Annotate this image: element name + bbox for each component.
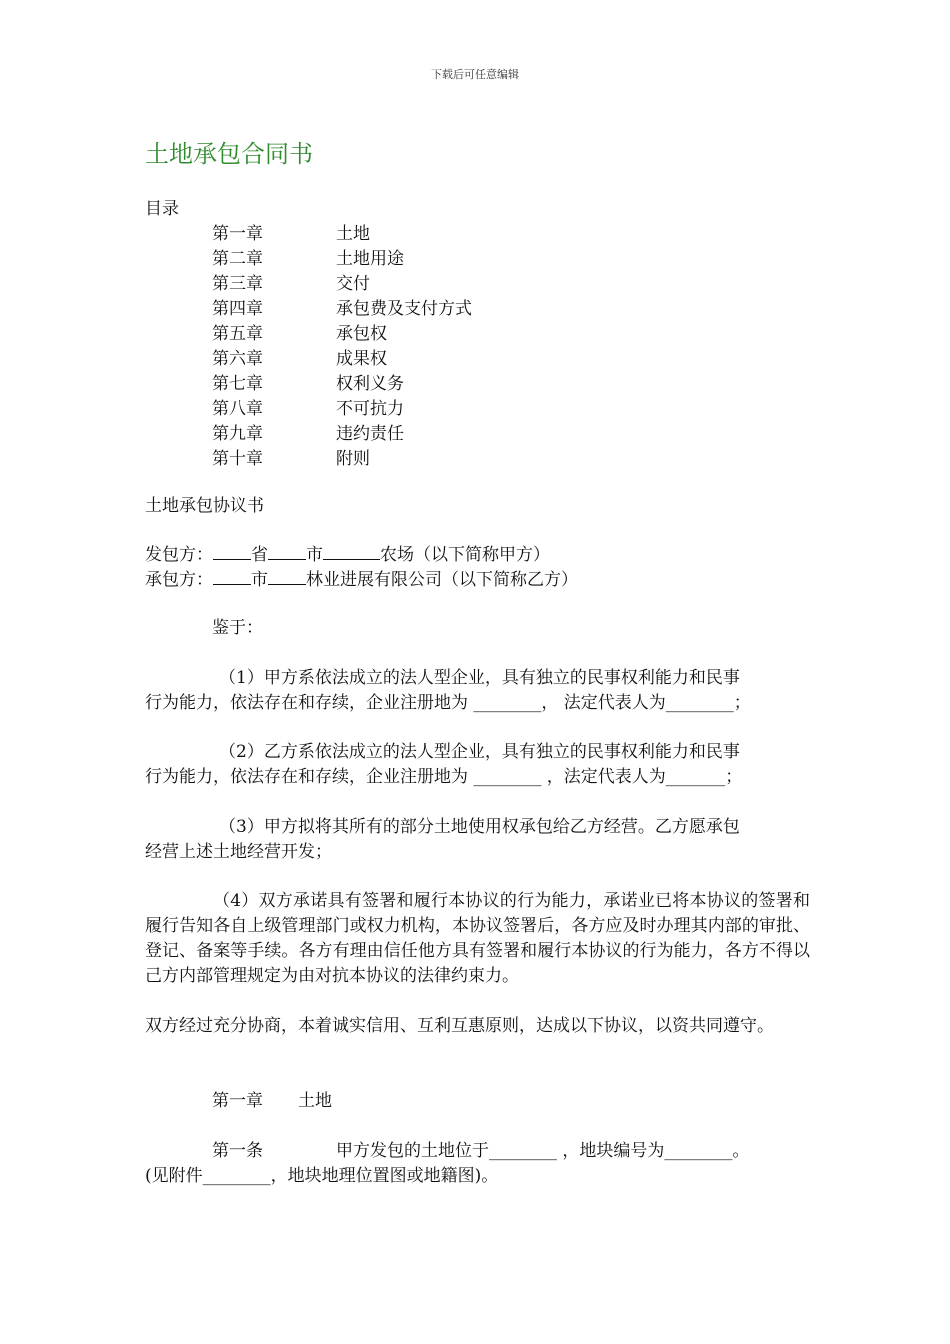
article-1-text: 甲方发包的土地位于________ ，地块编号为________。	[336, 1141, 750, 1161]
clause-2-line-2: 行为能力，依法存在和存续，企业注册地为 ________ ，法定代表人为_______；	[145, 767, 743, 787]
header-note: 下载后可任意编辑	[431, 68, 519, 81]
party-b-label: 承包方：	[145, 570, 213, 590]
article-1-line-1	[212, 1139, 749, 1164]
toc-name: 权利义务	[336, 374, 404, 394]
clause-3-line-2: 经营上述土地经营开发；	[145, 842, 332, 862]
toc-item	[212, 397, 404, 422]
whereas-heading: 鉴于：	[212, 618, 263, 638]
party-b-city: 市	[251, 570, 268, 590]
toc-name: 承包费及支付方式	[336, 299, 472, 319]
toc-chapter: 第一章	[212, 224, 263, 244]
document-title: 土地承包合同书	[145, 140, 313, 168]
toc-chapter: 第十章	[212, 449, 263, 469]
party-a-city: 市	[306, 545, 323, 565]
party-b-company: 林业进展有限公司（以下简称乙方）	[306, 570, 578, 590]
toc-chapter: 第九章	[212, 424, 263, 444]
toc-name: 土地	[336, 224, 370, 244]
toc-name: 交付	[336, 274, 370, 294]
toc-heading: 目录	[145, 199, 179, 219]
clause-1-line-1: （1）甲方系依法成立的法人型企业，具有独立的民事权利能力和民事	[219, 668, 740, 688]
blank-field[interactable]	[268, 566, 306, 585]
toc-item	[212, 347, 387, 372]
toc-chapter: 第三章	[212, 274, 263, 294]
toc-chapter: 第八章	[212, 399, 263, 419]
toc-item	[212, 422, 404, 447]
toc-name: 成果权	[336, 349, 387, 369]
article-1-label: 第一条	[212, 1141, 263, 1161]
chapter-1-heading	[212, 1089, 332, 1114]
article-1-line-2: (见附件________，地块地理位置图或地籍图)。	[145, 1166, 499, 1186]
toc-item	[212, 372, 404, 397]
toc-name: 附则	[336, 449, 370, 469]
clause-1-line-2: 行为能力，依法存在和存续，企业注册地为 ________， 法定代表人为________；	[145, 693, 751, 713]
blank-field[interactable]	[268, 541, 306, 560]
clause-3-line-1: （3）甲方拟将其所有的部分土地使用权承包给乙方经营。乙方愿承包	[219, 817, 740, 837]
toc-item	[212, 322, 387, 347]
party-a-province: 省	[251, 545, 268, 565]
consensus-paragraph: 双方经过充分协商，本着诚实信用、互利互惠原则，达成以下协议，以资共同遵守。	[145, 1016, 774, 1036]
blank-field[interactable]	[323, 541, 380, 560]
toc-name: 承包权	[336, 324, 387, 344]
blank-field[interactable]	[213, 566, 251, 585]
toc-chapter: 第四章	[212, 299, 263, 319]
toc-item	[212, 272, 370, 297]
toc-name: 不可抗力	[336, 399, 404, 419]
toc-name: 违约责任	[336, 424, 404, 444]
party-a-label: 发包方：	[145, 545, 213, 565]
toc-item	[212, 247, 404, 272]
clause-4: （4）双方承诺具有签署和履行本协议的行为能力，承诺业已将本协议的签署和履行告知各自上级管理部门或权力机构，本协议签署后，各方应及时办理其内部的审批、登记、备案等手续。各方有理由信任他方具有签署和履行本协议的行为能力，各方不得以己方内部管理规定为由对抗本协议的法律约束力。	[145, 891, 810, 986]
agreement-title: 土地承包协议书	[145, 496, 264, 516]
chapter-1-number: 第一章	[212, 1091, 263, 1111]
toc-item	[212, 297, 472, 322]
toc-item	[212, 222, 370, 247]
toc-chapter: 第六章	[212, 349, 263, 369]
toc-item	[212, 447, 370, 472]
chapter-1-name: 土地	[298, 1091, 332, 1111]
party-b-line	[145, 566, 578, 593]
toc-chapter: 第五章	[212, 324, 263, 344]
blank-field[interactable]	[213, 541, 251, 560]
clause-2-line-1: （2）乙方系依法成立的法人型企业，具有独立的民事权利能力和民事	[219, 742, 740, 762]
toc-chapter: 第七章	[212, 374, 263, 394]
party-a-line	[145, 541, 550, 568]
toc-name: 土地用途	[336, 249, 404, 269]
party-a-farm: 农场（以下简称甲方）	[380, 545, 550, 565]
toc-chapter: 第二章	[212, 249, 263, 269]
